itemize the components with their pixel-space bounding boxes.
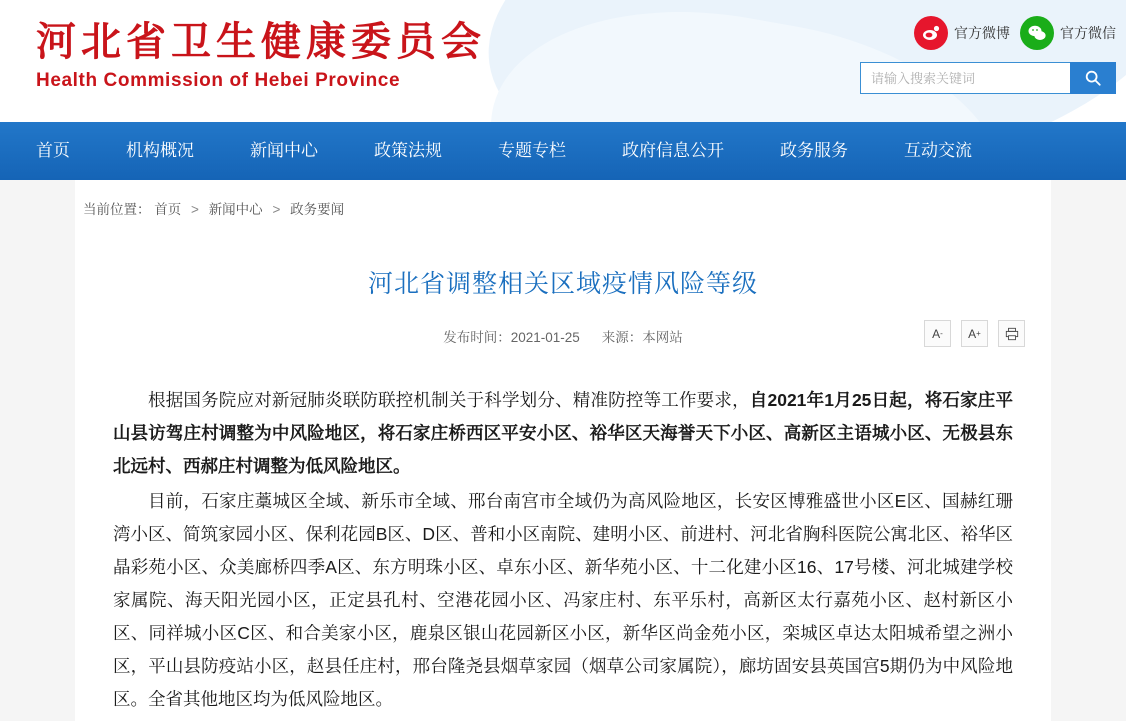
content-card <box>75 180 1051 721</box>
nav-item-topics[interactable]: 专题专栏 <box>498 141 566 160</box>
nav-item-policy[interactable]: 政策法规 <box>374 141 442 160</box>
article-body <box>113 384 1013 716</box>
breadcrumb-separator: > <box>191 202 199 217</box>
nav-item-disclosure[interactable]: 政府信息公开 <box>622 141 724 160</box>
social-label-wechat: 官方微信 <box>1060 25 1116 41</box>
print-button[interactable] <box>998 320 1025 347</box>
nav-item-news[interactable]: 新闻中心 <box>250 141 318 160</box>
breadcrumb-separator-2: > <box>272 202 281 217</box>
site-header <box>0 0 1126 122</box>
social-links <box>914 16 1116 50</box>
publish-label: 发布时间： <box>443 330 511 345</box>
source-label: 来源： <box>601 330 643 345</box>
search-box <box>860 62 1116 94</box>
weibo-icon <box>914 16 948 50</box>
page-title: 河北省调整相关区域疫情风险等级 <box>367 270 758 298</box>
font-decrease-button[interactable]: A - <box>924 320 951 347</box>
logo-title-en: Health Commission of Hebei Province <box>36 70 401 91</box>
nav-item-about[interactable]: 机构概况 <box>126 141 194 160</box>
font-increase-button[interactable]: A + <box>961 320 988 347</box>
paragraph-1-segment-1: 根据国务院应对新冠肺炎联防联控机制关于科学划分、精准防控等工作要求， <box>148 390 750 410</box>
social-item-weibo[interactable] <box>914 16 1010 50</box>
page-body <box>0 180 1126 721</box>
breadcrumb-prefix: 当前位置： <box>83 202 151 217</box>
printer-icon <box>1005 327 1019 341</box>
search-input[interactable] <box>860 62 1070 94</box>
main-navigation <box>0 122 1126 180</box>
paragraph-2-segment-1: 目前，石家庄藁城区全域、新乐市全域、邢台南宫市全域仍为高风险地区，长安区博雅盛世小区E区、国赫红珊湾小区、简筑家园小区、保利花园B区、D区、普和小区南院、建明小区、前进村、河北省胸科医院公寓北区、裕华区晶彩苑小区、众美廊桥四季A区、东方明珠小区、卓东小区、新华苑小区、十二化建小区16、17号楼、河北城建学校家属院、海天阳光园小区，正定县孔村、空港花园小区、冯家庄村、东平乐村，高新区太行嘉苑小区、赵村新区小区、同祥城小区C区、和合美家小区，鹿泉区银山花园新区小区，新华区尚金苑小区，栾城区卓达太阳城希望之洲小区，平山县防疫站小区，赵县任庄村，邢台隆尧县烟草家园（烟草公司家属院），廊坊固安县英国宫5期仍为中风险地区。全省其他地区均为低风险地区。 <box>113 491 1013 709</box>
search-icon <box>1084 69 1102 87</box>
article <box>75 264 1051 716</box>
source-value: 本网站 <box>642 330 683 345</box>
article-meta <box>113 326 1013 356</box>
nav-item-interaction[interactable]: 互动交流 <box>904 141 972 160</box>
publish-date: 2021-01-25 <box>510 330 580 345</box>
article-paragraph-2 <box>113 485 1013 716</box>
article-tools <box>924 320 1025 347</box>
paragraph-1-segment-2: 自2021年1月25日起，将石家庄平山县访驾庄村调整为中风险地区，将石家庄桥西区平安小区、裕华区天海誉天下小区、高新区主语城小区、无极县东北远村、西郝庄村调整为低风险地区。 <box>113 390 1013 476</box>
social-label-weibo: 官方微博 <box>954 25 1010 41</box>
breadcrumb-item-current[interactable]: 政务要闻 <box>290 202 345 217</box>
site-logo[interactable] <box>36 18 486 92</box>
nav-item-services[interactable]: 政务服务 <box>780 141 848 160</box>
publish-info <box>443 326 683 346</box>
article-paragraph-1 <box>113 384 1013 483</box>
social-item-wechat[interactable] <box>1020 16 1116 50</box>
wechat-icon <box>1020 16 1054 50</box>
breadcrumb <box>75 180 1051 218</box>
logo-title-cn: 河北省卫生健康委员会 <box>36 20 486 64</box>
breadcrumb-item-news[interactable]: 新闻中心 <box>208 202 263 217</box>
nav-item-home[interactable]: 首页 <box>36 141 70 160</box>
breadcrumb-item-home[interactable]: 首页 <box>154 202 182 217</box>
search-button[interactable] <box>1070 62 1116 94</box>
